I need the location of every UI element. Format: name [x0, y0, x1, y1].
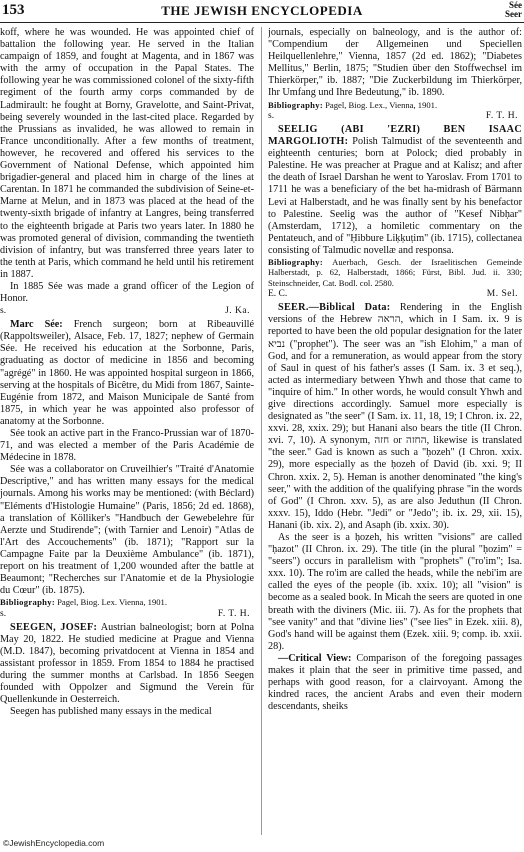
running-head [505, 1, 522, 19]
paragraph: In 1885 Sée was made a grand officer of the Legion of Honor. [0, 280, 254, 305]
bibliography-text: Pagel, Biog. Lex. Vienna, 1901. [55, 597, 167, 608]
entry-text: Rendering in the English versions of the Hebrew הראה, which in I Sam. ix. 9 is reported to have been the old popular designation for the later נביא ("prophet"). The seer was an "ish Elohim," a man of God, and for a remuneration, as would appear from the story of Saul in quest of his father's asses (I Sam. ix. 3 et seq.), acted as intermediary between Yhwh and those that came to "inquire of him." In other words, he would consult Yhwh and give directions accordingly. Samuel more especially is designated as "the seer" (I Sam. ix. 11, 18, 19; I Chron. ix. 22, xxvi. 28, xxix. 29); but Hanani also bears the title (II Chron. xvi. 7, 10). A synonym, חזה or החזה, likewise is translated "the seer." Gad is known as such a "ḥozeh" (I Chron. xxix. 29), more especially as the ḥozeh of David (ib. xxi. 9; II Chron. xxix. 2, 5). Heman is another denominated "the king's seer," with the addition of the qualifying phrase "in the words of God" (I Chron. xxv. 5), as are also Jeduthun (II Chron. xxxv. 15), Iddo (Hebr. "Jedi" or "Jedo"; ib. ix. 29, xii. 15), Hanani (ib. xix. 2), and Asaph (ib. xxix. 30). [268, 302, 522, 531]
entry-text: Austrian balneologist; born at Polna May 20, 1822. He studied medicine at Prague and Vienna (M.D. 1847), becoming privatdocent at Vienna in 1854 and assistant professor in 1859. From 1854 to 1884 he practised during the summer months at Carlsbad. In 1856 Seegen founded with Oppolzer and Sigmund the Verein für Quellenkunde in Oesterreich. [0, 621, 254, 706]
column-divider [261, 27, 262, 835]
paragraph: koff, where he was wounded. He was appointed chief of battalion the following year. He served in the Italian campaign of 1859, and fought at Magenta, and in 1867 was with the army of occupation in the Papal States. The following year he was commissioned colonel of the sixty-fifth regiment of the fourth army corps commanded by de Ladmirault: he fought at Borny, Gravelotte, and Saint-Privat, being severely wounded in the last-cited place. Regarded by the Prussians as invalided, he was allowed to remain in France unconditionally. After a few months of treatment, however, he recovered and offered his services to the Government of National Defense, which appointed him brigadier-general and placed him in charge of the lines at Carentan. In 1871 he commanded the subdivision of Seine-et-Marne at Melun, and in 1873 was placed at the head of the twenty-sixth brigade of infantry at Langres, being transferred to the eighteenth brigade at Paris two years later. In 1880 he was promoted general of division, commanding the twentieth division of infantry, but was transferred three years later to the tenth at Paris, which command he held until his retirement in 1887. [0, 27, 254, 280]
signature-author: J. Ka. [225, 306, 250, 317]
signature-line [0, 305, 254, 317]
signature-author: F. T. H. [485, 110, 518, 121]
bibliography-label: Bibliography: [268, 257, 323, 267]
signature-line [268, 110, 522, 122]
signature-code: E. C. [268, 289, 288, 300]
paragraph: journals, especially on balneology, and is the author of: "Compendium der Allgemeinen und Speciellen Heilquellenlehre," Vienna, 1857 (2d ed. 1862); "Diabetes Mellitus," Berlin, 1875; "Studien über den Stoffwechsel im Thierkörper," ib. 1887; "Die Zuckerbildung im Thierkörper, Ihr Umfang und Ihre Bedeutung," ib. 1890. [268, 27, 522, 99]
bibliography-label: Bibliography: [0, 597, 55, 608]
paragraph: As the seer is a ḥozeh, his written "visions" are called "ḥazot" (II Chron. ix. 29). The title (in the plural "ḥozim" = "seers") occurs in parallelism with "prophets" ("ro'im"; Isa. xxx. 10). The ro'im are called the heads, while the nebi'im are called the eyes of the people (ib. xxix. 10); all "vision" is become as a sealed book. In Micah the seers are quoted in one breath with the diviners (Mic. iii. 7). As for the prophets that "see vanity" and that "divine lies" ("see lies" in Ezek. xiii. 8), God's hand will be against them (Ezek. xiii. 9; comp. ib. xxii. 28). [268, 532, 522, 652]
page-number: 153 [2, 2, 25, 18]
entry-text: Polish Talmudist of the seventeenth and eighteenth centuries; born at Polock; died probably in Palestine. He was preacher at Prague and at Kalisz; and after the death of Israel Darshan he went to Yaroslav. From 1701 to 1711 he was a beneficiary of the bet ha-midrash of Bärmann Levi at Halberstadt, and he was finally sent by his benefactor to Palestine. Seelig was the author of "Kesef Nibḥar" (Amsterdam, 1712), a homiletic commentary on the Pentateuch, and of "Ḥibbure Liḳḳuṭim" (ib. 1715), collectanea consisting of Talmudic novellæ and responsa. [268, 136, 522, 256]
left-column [0, 27, 254, 835]
section-heading: —Critical View: [278, 652, 352, 664]
journal-title: THE JEWISH ENCYCLOPEDIA [161, 3, 363, 18]
signature-author: F. T. H. [217, 608, 250, 619]
bibliography [268, 257, 522, 288]
entry-heading: SEELIG (ABI 'EZRI) BEN ISAAC MARGOLIOTH: [268, 123, 522, 148]
entry-heading: SEER.—Biblical Data: [278, 302, 391, 314]
entry-critical-view [268, 653, 522, 713]
entry-seegen [0, 622, 254, 707]
bibliography-text: Pagel, Biog. Lex., Vienna, 1901. [323, 99, 438, 110]
bibliography-text: Auerbach, Gesch. der Israelitischen Gemeinde Halberstadt, p. 62, Halberstadt, 1866; Fürst, Bibl. Jud. ii. 330; Steinschneider, Cat. Bodl. col. 2580. [268, 257, 522, 288]
copyright-notice: ©JewishEncyclopedia.com [3, 838, 105, 848]
paragraph: Seegen has published many essays in the medical [10, 706, 212, 718]
bibliography [268, 100, 522, 110]
running-head-bottom: Seer [505, 9, 522, 19]
bibliography-label: Bibliography: [268, 99, 323, 110]
bibliography [0, 597, 254, 607]
section-text: Comparison of the foregoing passages makes it plain that the seer in primitive time passed, and perhaps with good reason, for a clairvoyant. Among the kindred races, the ancient Arabs and even their modern descendants, sheiks [268, 652, 522, 713]
entry-marc-see [0, 319, 254, 428]
running-head-top: Sée [509, 0, 522, 10]
paragraph: Sée was a collaborator on Cruveilhier's "Traité d'Anatomie Descriptive," and has written many essays for the medical journals. Among his works may be mentioned: (with Béclard) "Eléments d'Histologie Humaine" (Paris, 1856; 2d ed. 1868), a translation of Kölliker's "Handbuch der Gewebelehre für Aerzte und Studirende"; (with Tarnier and Lenoir) "Atlas de l'Art des Accouchements" (ib. 1871); "Rapport sur la Campagne Faite par la Deuxième Ambulance" (ib. 1871), report on his treatment of 1,200 wounded after the battle at Beaumont; "Recherches sur l'Anatomie et de la Physiologie du Cœur" (ib. 1875). [0, 464, 254, 597]
page-header [0, 0, 524, 26]
entry-seer [268, 302, 522, 532]
entry-heading: SEEGEN, JOSEF: [10, 621, 98, 633]
signature-code: s. [268, 110, 275, 121]
paragraph: Sée took an active part in the Franco-Prussian war of 1870-71, and was elected a member of the Paris Académie de Médecine in 1878. [0, 428, 254, 464]
entry-text: French surgeon; born at Ribeauvillé (Rappoltsweiler), Alsace, Feb. 17, 1827; nephew of Germain Sée. He received his education at the Sorbonne, Paris, graduating as doctor of medicine in 1856 and becoming "agrégé" in 1860. He was appointed hospital surgeon in 1866, serving at the hospitals of Bicêtre, du Midi from 1867, Sainte-Eugénie from 1872, and Maison Municipale de Santé from 1875, in which year he was appointed also professor of anatomy at the Sorbonne. [0, 319, 254, 427]
right-column [268, 27, 522, 835]
header-rule [0, 22, 524, 23]
entry-heading: Marc Sée: [10, 319, 63, 331]
signature-author: M. Sel. [486, 289, 518, 300]
signature-line [268, 288, 522, 300]
signature-line [0, 608, 254, 620]
signature-code: s. [0, 608, 7, 619]
signature-code: s. [0, 306, 7, 317]
entry-seelig [268, 124, 522, 257]
